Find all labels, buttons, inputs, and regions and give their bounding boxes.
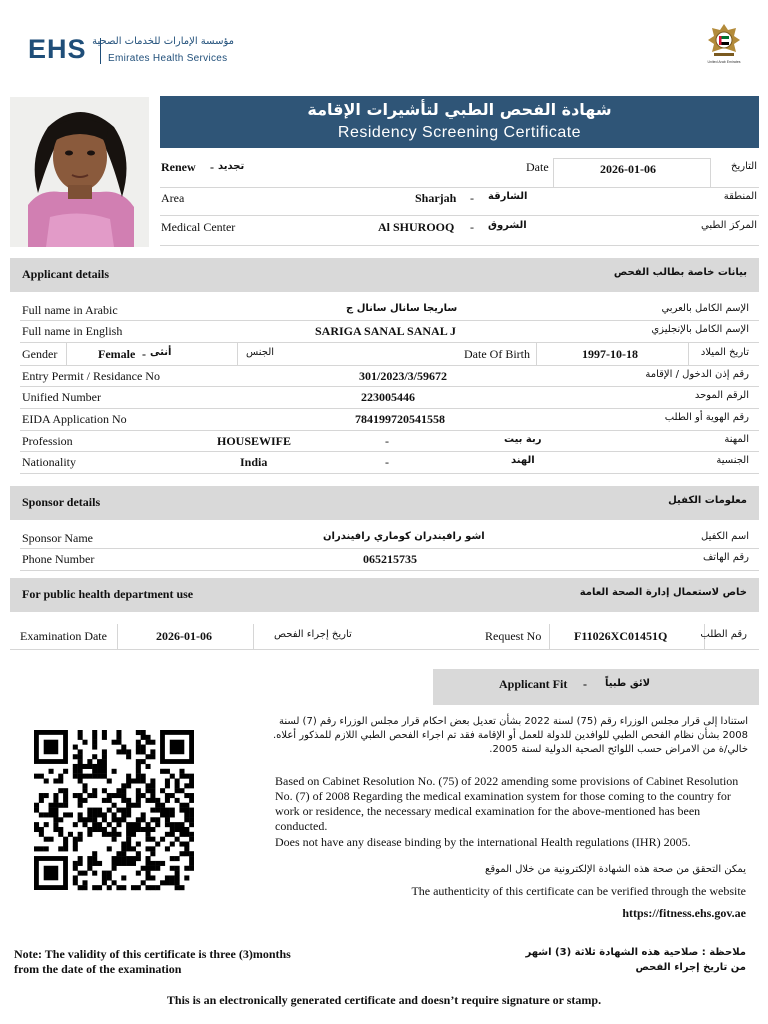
applicant-title-en: Applicant details [22,267,110,281]
nationality-value-en: India [240,455,268,469]
gender-value-ar: أنثى [150,347,172,358]
row-entry-permit: Entry Permit / Residance No 301/2023/3/59672 رقم إذن الدخول / الإقامة [20,366,759,387]
row-type-date: Renew - تجديد Date 2026-01-06 التاريخ [160,152,759,188]
row-phone: Phone Number 065215735 رقم الهاتف [20,549,759,571]
sponsor-section-header [10,486,759,520]
ehs-logo-mark: EHS [28,34,87,64]
result-ar: لائق طبياً [605,678,651,689]
exam-date-value: 2026-01-06 [156,629,212,643]
cert-type-en: Renew [161,160,196,174]
area-value-en: Sharjah [415,191,457,205]
banner-title-en: Residency Screening Certificate [337,124,582,141]
row-medical-center: Medical Center Al SHUROOQ - الشروق المركز الطبي [160,216,759,246]
sponsor-title-en: Sponsor details [22,495,101,509]
area-label-ar: المنطقة [723,191,757,202]
certificate-banner [160,96,759,148]
row-unified-number: Unified Number 223005446 الرقم الموحد [20,387,759,409]
profession-value-ar: ربة بيت [504,434,542,445]
applicant-title-ar: بيانات خاصة بطالب الفحص [613,267,747,278]
validity-note-en-2: from the date of the examination [14,962,182,976]
nationality-value-ar: الهند [511,455,535,466]
public-health-section-header [10,578,759,612]
area-label-en: Area [161,191,185,205]
area-value-ar: الشارقة [488,191,528,202]
row-name-ar: Full name in Arabic ساريجا سانال سانال ج الإسم الكامل بالعربي [20,300,759,321]
org-name-ar: مؤسسة الإمارات للخدمات الصحية [92,36,234,47]
center-value-ar: الشروق [488,220,527,231]
permit-value: 301/2023/3/59672 [359,369,448,383]
row-area: Area Sharjah - الشارقة المنطقة [160,188,759,216]
banner-title-ar: شهادة الفحص الطبي لتأشيرات الإقامة [307,100,612,119]
validity-note-en-1: Note: The validity of this certificate is three (3)months [14,947,291,961]
public-health-title-ar: خاص لاستعمال إدارة الصحة العامة [579,587,747,598]
center-label-ar: المركز الطبي [701,220,757,231]
verify-text-ar: يمكن التحقق من صحة هذه الشهادة الإلكترونية من خلال الموقع [485,864,746,875]
eida-value: 784199720541558 [355,412,445,426]
applicant-section-header [10,258,759,292]
fitness-result: Applicant Fit - لائق طبياً [433,669,759,705]
unified-value: 223005446 [361,390,415,404]
row-gender-dob: Gender Female - أنثى الجنس Date Of Birth 1997-10-18 تاريخ الميلاد [20,343,759,366]
row-profession: Profession HOUSEWIFE - ربة بيت المهنة [20,431,759,452]
sponsor-title-ar: معلومات الكفيل [668,495,747,506]
gender-value-en: Female [98,347,136,361]
emblem-caption: United Arab Emirates [707,60,741,64]
row-nationality: Nationality India - الهند الجنسية [20,452,759,474]
org-name-en: Emirates Health Services [108,53,228,64]
request-no-value: F11026XC01451Q [574,629,668,643]
row-sponsor-name: Sponsor Name اشو رافيندران كوماري رافيندران اسم الكفيل [20,528,759,549]
date-label-en: Date [526,160,549,174]
center-label-en: Medical Center [161,220,236,234]
public-health-title-en: For public health department use [22,587,194,601]
validity-note-ar-1: ملاحظة : صلاحية هذه الشهادة ثلاثة (3) اشهر [525,947,746,958]
applicant-photo [10,97,149,247]
name-en-value: SARIGA SANAL SANAL J [315,324,457,338]
date-value: 2026-01-06 [600,162,656,176]
date-label-ar: التاريخ [731,161,757,172]
phone-value: 065215735 [363,552,417,566]
qr-code [34,730,194,894]
legal-paragraph-ar: استنادا إلى قرار مجلس الوزراء رقم (75) لسنة 2022 بشأن تعديل بعض احكام قرار مجلس الوزراء رقم (7) لسنة 2008 بشأن نظام الفحص الطبي للوافدين للدولة للعمل أو الإقامة فقد تم اجراء الفحص الطبي اللازم للمذكور أعلاه. خالي/ة من الامراض حسب اللوائح الصحية الدولية لسنة 2005. [272,716,748,755]
result-en: Applicant Fit [499,677,568,691]
center-value-en: Al SHUROOQ [378,220,455,234]
name-ar-value: ساريجا سانال سانال ج [346,303,458,314]
row-eida: EIDA Application No 784199720541558 رقم الهوية أو الطلب [20,409,759,431]
validity-note-ar-2: من تاريخ إجراء الفحص [635,962,746,973]
ehs-logo [28,34,238,68]
sponsor-name-value: اشو رافيندران كوماري رافيندران [323,531,485,542]
electronic-certificate-note: This is an electronically generated certificate and doesn’t require signature or stamp. [166,993,602,1007]
row-name-en: Full name in English SARIGA SANAL SANAL J الإسم الكامل بالإنجليزي [20,321,759,343]
row-exam-request: Examination Date 2026-01-06 تاريخ إجراء الفحص Request No F11026XC01451Q رقم الطلب [10,624,759,650]
verify-url-link[interactable]: https://fitness.ehs.gov.ae [622,906,746,920]
uae-emblem-icon [706,22,742,66]
cert-type-ar: تجديد [218,161,245,172]
legal-paragraph-en: Based on Cabinet Resolution No. (75) of 2022 amending some provisions of Cabinet Resolution No. (7) of 2008 Regarding the medical examination system for those coming to the country for work or residence, the necessary medical examination for the above-mentioned has been conducted. [275,774,739,833]
dob-value: 1997-10-18 [582,347,638,361]
ihr-statement: Does not have any disease binding by the international Health regulations (IHR) 2005. [275,835,691,849]
profession-value-en: HOUSEWIFE [217,434,292,448]
verify-text-en: The authenticity of this certificate can be verified through the website [411,884,746,898]
